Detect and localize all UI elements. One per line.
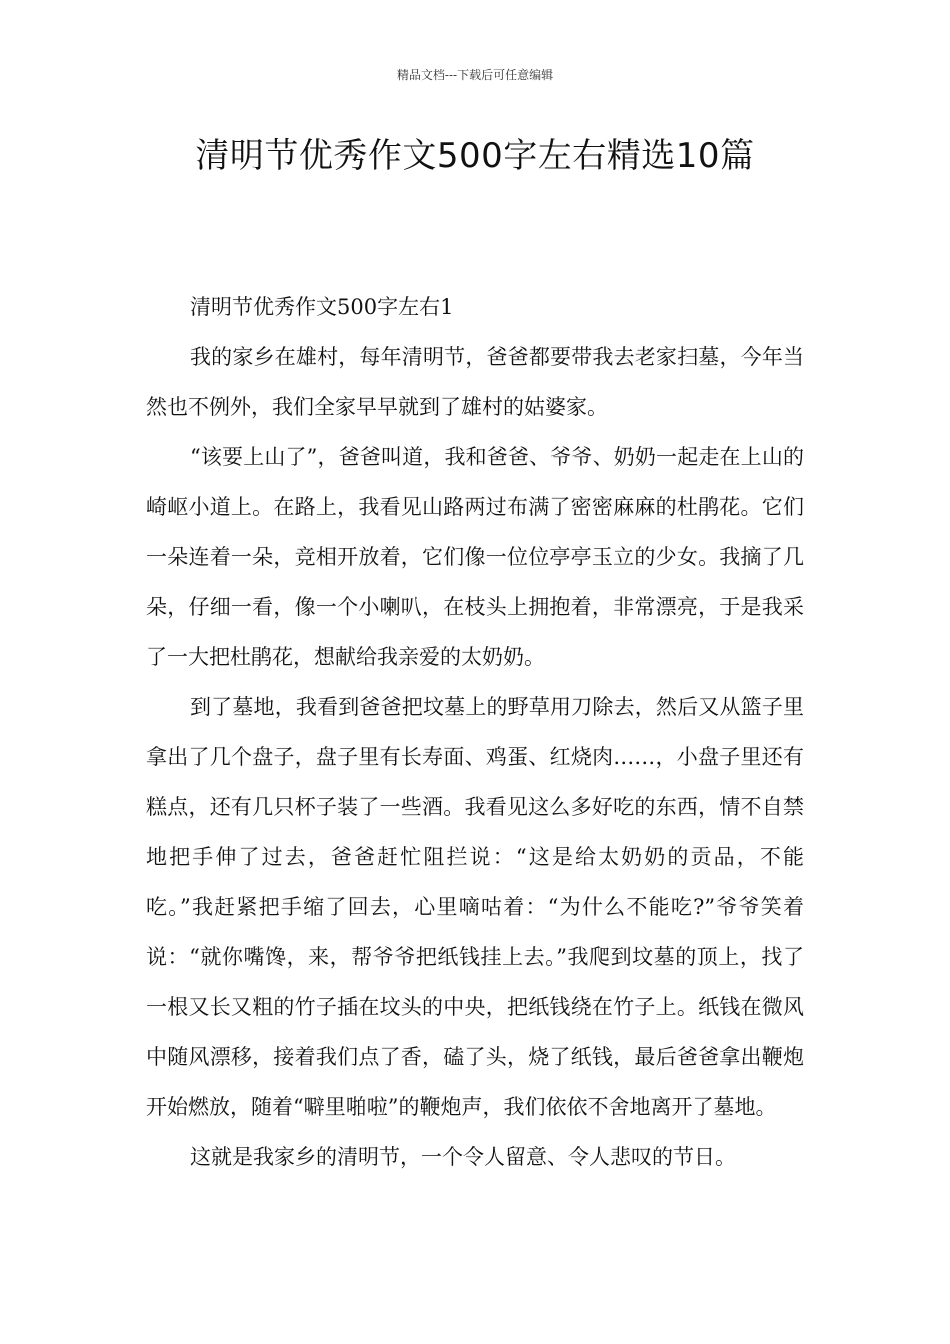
section-title: 清明节优秀作文500字左右1 [190,295,454,319]
paragraph-3: 到了墓地，我看到爸爸把坟墓上的野草用刀除去，然后又从篮子里拿出了几个盘子，盘子里有长寿面、鸡蛋、红烧肉……，小盘子里还有糕点，还有几只杯子装了一些酒。我看见这么多好吃的东西，情不自禁地把手伸了过去，爸爸赶忙阻拦说：“这是给太奶奶的贡品，不能吃。”我赶紧把手缩了回去，心里嘀咕着：“为什么不能吃?”爷爷笑着说：“就你嘴馋，来，帮爷爷把纸钱挂上去。”我爬到坟墓的顶上，找了一根又长又粗的竹子插在坟头的中央，把纸钱绕在竹子上。纸钱在微风中随风漂移，接着我们点了香，磕了头，烧了纸钱，最后爸爸拿出鞭炮开始燃放，随着“噼里啪啦”的鞭炮声，我们依依不舍地离开了墓地。 [146,695,804,1119]
document-body [146,282,804,1182]
paragraph-1: 我的家乡在雄村，每年清明节，爸爸都要带我去老家扫墓，今年当然也不例外，我们全家早早就到了雄村的姑婆家。 [146,345,804,419]
header-note: 精品文档---下载后可任意编辑 [396,68,554,82]
paragraph-2: “该要上山了”，爸爸叫道，我和爸爸、爷爷、奶奶一起走在上山的崎岖小道上。在路上，我看见山路两过布满了密密麻麻的杜鹃花。它们一朵连着一朵，竞相开放着，它们像一位位亭亭玉立的少女。我摘了几朵，仔细一看，像一个小喇叭，在枝头上拥抱着，非常漂亮，于是我采了一大把杜鹃花，想献给我亲爱的太奶奶。 [146,445,804,669]
paragraph-4: 这就是我家乡的清明节，一个令人留意、令人悲叹的节日。 [190,1145,736,1169]
document-title: 清明节优秀作文500字左右精选10篇 [195,136,755,176]
